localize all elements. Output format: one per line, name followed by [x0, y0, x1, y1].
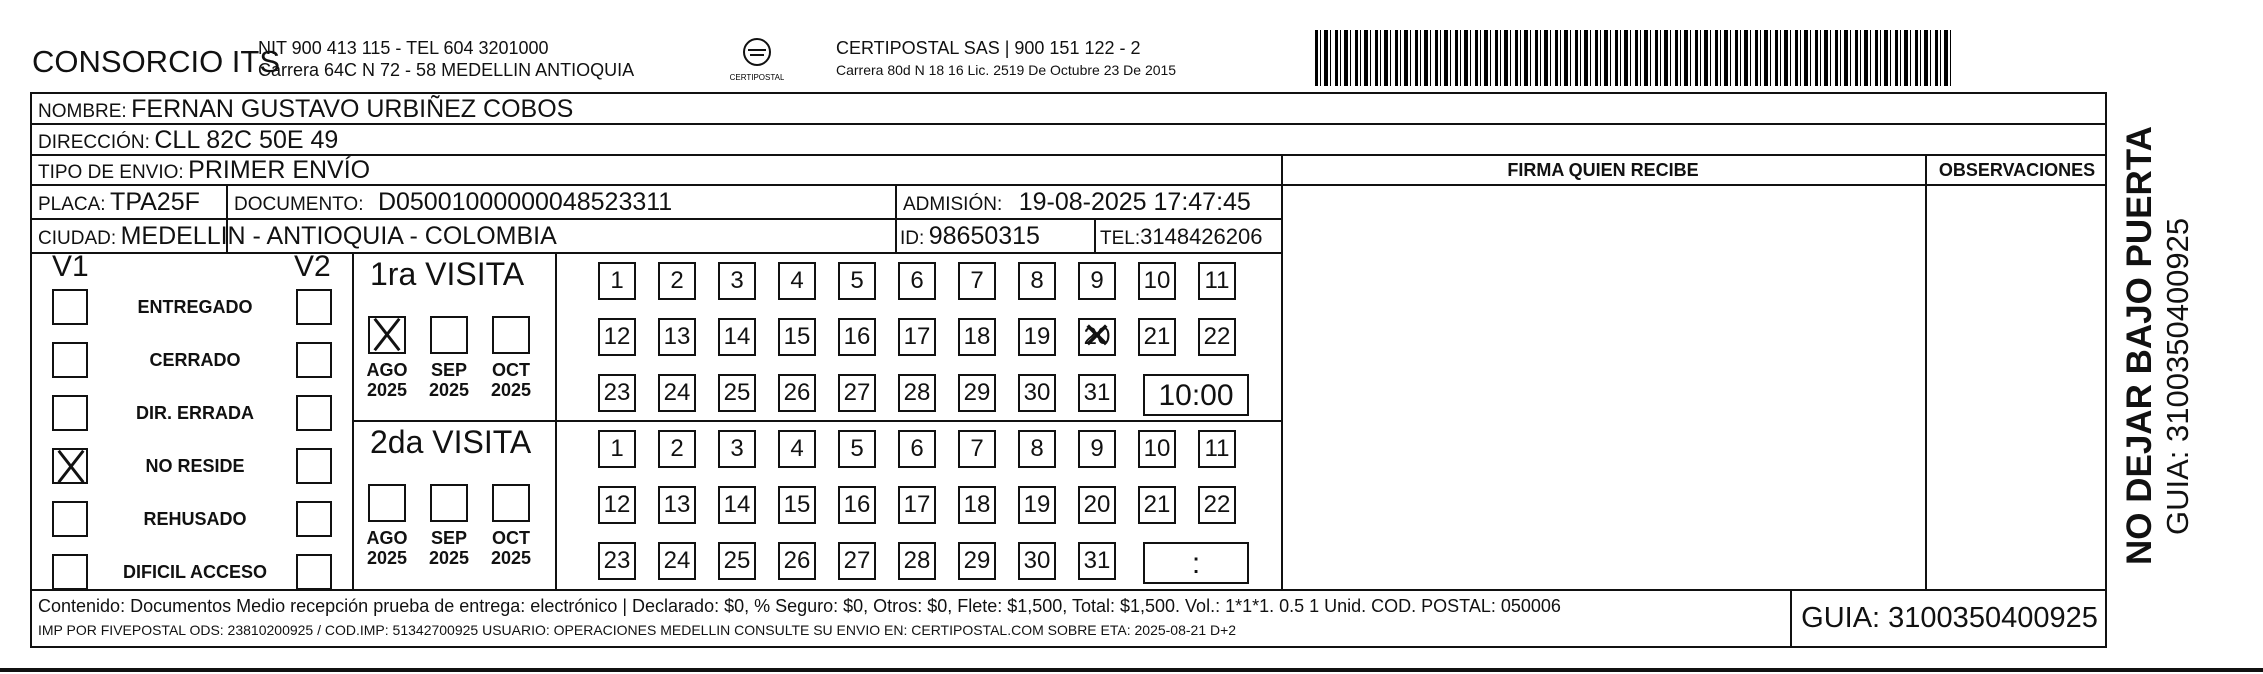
status-label: DIR. ERRADA [135, 403, 254, 423]
tel-label: TEL: [1100, 228, 1141, 249]
tipo-value: PRIMER ENVÍO [188, 156, 371, 184]
day-box[interactable]: 28 [898, 542, 936, 580]
day-box[interactable]: 28 [898, 374, 936, 412]
day-box[interactable]: 3 [718, 262, 756, 300]
v2-header: V2 [294, 250, 331, 283]
direccion-value: CLL 82C 50E 49 [154, 126, 339, 154]
status-v2-checkbox[interactable] [296, 289, 332, 325]
day-box[interactable]: 19 [1018, 486, 1056, 524]
side-notice [2120, 105, 2196, 565]
direccion-row [38, 126, 338, 155]
day-box[interactable]: 7 [958, 262, 996, 300]
company-name: CONSORCIO ITS [32, 44, 281, 79]
day-box[interactable]: 17 [898, 486, 936, 524]
day-box[interactable]: 16 [838, 486, 876, 524]
documento-value: D05001000000048523311 [377, 188, 673, 216]
observaciones-header: OBSERVACIONES [1938, 160, 2096, 180]
status-label: REHUSADO [143, 509, 247, 529]
footer-guia: GUIA: 3100350400925 [1801, 602, 2098, 634]
month-label: SEP 2025 [428, 528, 470, 568]
day-box[interactable]: 29 [958, 542, 996, 580]
observaciones-area[interactable] [1927, 186, 2107, 589]
id-label: ID: [900, 228, 925, 249]
admision-label: ADMISIÓN: [903, 194, 1003, 215]
day-box[interactable]: 24 [658, 374, 696, 412]
certipostal-logo [730, 34, 784, 86]
day-box[interactable]: 31 [1078, 542, 1116, 580]
month-label: AGO 2025 [366, 528, 408, 568]
month-label: SEP 2025 [428, 360, 470, 400]
placa-cell [38, 188, 200, 217]
day-box[interactable]: 10 [1138, 262, 1176, 300]
admision-value: 19-08-2025 17:47:45 [1018, 188, 1251, 216]
day-box[interactable]: 17 [898, 318, 936, 356]
admision-cell [903, 188, 1251, 217]
status-v1-checkbox[interactable] [52, 448, 88, 484]
day-box[interactable]: 26 [778, 542, 816, 580]
day-box[interactable]: 21 [1138, 318, 1176, 356]
barcode [1315, 30, 1955, 86]
carrier-line-2: Carrera 80d N 18 16 Lic. 2519 De Octubre 23 De 2015 [836, 62, 1177, 78]
day-box[interactable]: 9 [1078, 430, 1116, 468]
status-v2-checkbox[interactable] [296, 342, 332, 378]
day-box[interactable]: 2 [658, 430, 696, 468]
day-box[interactable]: 20 ✕ [1078, 318, 1116, 356]
day-box[interactable]: 24 [658, 542, 696, 580]
day-box[interactable]: 23 [598, 374, 636, 412]
month-checkbox[interactable] [492, 316, 530, 354]
second-visit-title: 2da VISITA [370, 424, 532, 460]
ciudad-value: MEDELLIN - ANTIOQUIA - COLOMBIA [120, 222, 557, 250]
day-box[interactable]: 2 [658, 262, 696, 300]
status-v1-checkbox[interactable] [52, 342, 88, 378]
month-checkbox[interactable] [492, 484, 530, 522]
footer-contents: Contenido: Documentos Medio recepción prueba de entrega: electrónico | Declarado: $0, % Seguro: $0, Otros: $0, Flete: $1,500, Total: $1,500. Vol.: 1*1*1. 0.5 1 Unid. COD. POSTAL: 050006 [38, 596, 1561, 616]
day-box[interactable]: 6 [898, 262, 936, 300]
status-label: CERRADO [149, 350, 241, 370]
day-box[interactable]: 13 [658, 486, 696, 524]
status-v2-checkbox[interactable] [296, 554, 332, 590]
day-box[interactable]: 5 [838, 430, 876, 468]
day-box[interactable]: 12 [598, 318, 636, 356]
side-no-dejar: NO DEJAR BAJO PUERTA [2120, 126, 2159, 565]
day-box[interactable]: 11 [1198, 430, 1236, 468]
month-checkbox[interactable] [430, 484, 468, 522]
nombre-value: FERNAN GUSTAVO URBIÑEZ COBOS [131, 95, 574, 123]
id-value: 98650315 [928, 222, 1040, 250]
carrier-line-1: CERTIPOSTAL SAS | 900 151 122 - 2 [836, 38, 1141, 58]
day-box[interactable]: 14 [718, 318, 756, 356]
status-v1-checkbox[interactable] [52, 501, 88, 537]
documento-label: DOCUMENTO: [234, 194, 364, 215]
day-box[interactable]: 20 [1078, 486, 1116, 524]
company-line-1: NIT 900 413 115 - TEL 604 3201000 [258, 38, 549, 58]
month-checkbox[interactable] [368, 484, 406, 522]
day-box[interactable]: 29 [958, 374, 996, 412]
day-box[interactable]: 10 [1138, 430, 1176, 468]
day-box[interactable]: 25 [718, 374, 756, 412]
tipo-row [38, 156, 370, 185]
day-box[interactable]: 31 [1078, 374, 1116, 412]
day-box[interactable]: 11 [1198, 262, 1236, 300]
tel-cell [1100, 224, 1262, 250]
firma-header: FIRMA QUIEN RECIBE [1507, 160, 1699, 180]
time-box[interactable]: 10:00 [1143, 374, 1249, 416]
day-box[interactable]: 15 [778, 486, 816, 524]
day-box[interactable]: 12 [598, 486, 636, 524]
day-box[interactable]: 6 [898, 430, 936, 468]
day-box[interactable]: 14 [718, 486, 756, 524]
status-label: DIFICIL ACCESO [122, 562, 267, 582]
nombre-row [38, 95, 573, 124]
company-line-2: Carrera 64C N 72 - 58 MEDELLIN ANTIOQUIA [258, 60, 635, 80]
day-box[interactable]: 1 [598, 430, 636, 468]
day-box[interactable]: 13 [658, 318, 696, 356]
day-box[interactable]: 27 [838, 374, 876, 412]
month-label: OCT 2025 [490, 360, 532, 400]
status-label: NO RESIDE [145, 456, 245, 476]
day-box[interactable]: 21 [1138, 486, 1176, 524]
day-box[interactable]: 19 [1018, 318, 1056, 356]
day-box[interactable]: 4 [778, 430, 816, 468]
logo-text: CERTIPOSTAL [730, 73, 784, 82]
month-label: OCT 2025 [490, 528, 532, 568]
day-box[interactable]: 30 [1018, 374, 1056, 412]
month-checkbox[interactable] [368, 316, 406, 354]
day-box[interactable]: 25 [718, 542, 756, 580]
day-box[interactable]: 27 [838, 542, 876, 580]
status-v1-checkbox[interactable] [52, 554, 88, 590]
day-box[interactable]: 30 [1018, 542, 1056, 580]
day-box[interactable]: 22 [1198, 318, 1236, 356]
status-v2-checkbox[interactable] [296, 501, 332, 537]
month-checkbox[interactable] [430, 316, 468, 354]
status-v1-checkbox[interactable] [52, 289, 88, 325]
day-box[interactable]: 22 [1198, 486, 1236, 524]
firma-area[interactable] [1283, 186, 1925, 589]
day-box[interactable]: 1 [598, 262, 636, 300]
direccion-label: DIRECCIÓN: [38, 132, 150, 153]
day-box[interactable]: 23 [598, 542, 636, 580]
documento-cell [234, 188, 672, 217]
month-label: AGO 2025 [366, 360, 408, 400]
tipo-label: TIPO DE ENVIO: [38, 162, 184, 183]
footer-print-info: IMP POR FIVEPOSTAL ODS: 23810200925 / COD.IMP: 51342700925 USUARIO: OPERACIONES MEDELLIN CONSULTE SU ENVIO EN: CERTIPOSTAL.COM SOBRE ETA: 2025-08-21 D+2 [38, 622, 1237, 638]
status-v2-checkbox[interactable] [296, 395, 332, 431]
nombre-label: NOMBRE: [38, 101, 127, 122]
status-v1-checkbox[interactable] [52, 395, 88, 431]
tel-value: 3148426206 [1140, 224, 1263, 249]
day-box[interactable]: 8 [1018, 430, 1056, 468]
day-box[interactable]: 5 [838, 262, 876, 300]
day-box[interactable]: 16 [838, 318, 876, 356]
first-visit-title: 1ra VISITA [370, 256, 525, 292]
ciudad-label: CIUDAD: [38, 228, 117, 249]
status-label: ENTREGADO [137, 297, 253, 317]
id-cell [900, 222, 1040, 251]
day-box[interactable]: 26 [778, 374, 816, 412]
time-box[interactable]: : [1143, 542, 1249, 584]
day-box[interactable]: 4 [778, 262, 816, 300]
day-box[interactable]: 9 [1078, 262, 1116, 300]
day-box[interactable]: 8 [1018, 262, 1056, 300]
v1-header: V1 [52, 250, 89, 283]
day-box[interactable]: 15 [778, 318, 816, 356]
day-box[interactable]: 18 [958, 486, 996, 524]
placa-value: TPA25F [110, 188, 200, 216]
day-box[interactable]: 7 [958, 430, 996, 468]
ciudad-row [38, 222, 557, 251]
day-box[interactable]: 3 [718, 430, 756, 468]
placa-label: PLACA: [38, 194, 106, 215]
status-v2-checkbox[interactable] [296, 448, 332, 484]
day-box[interactable]: 18 [958, 318, 996, 356]
side-guia: GUIA: 3100350400925 [2160, 217, 2195, 535]
